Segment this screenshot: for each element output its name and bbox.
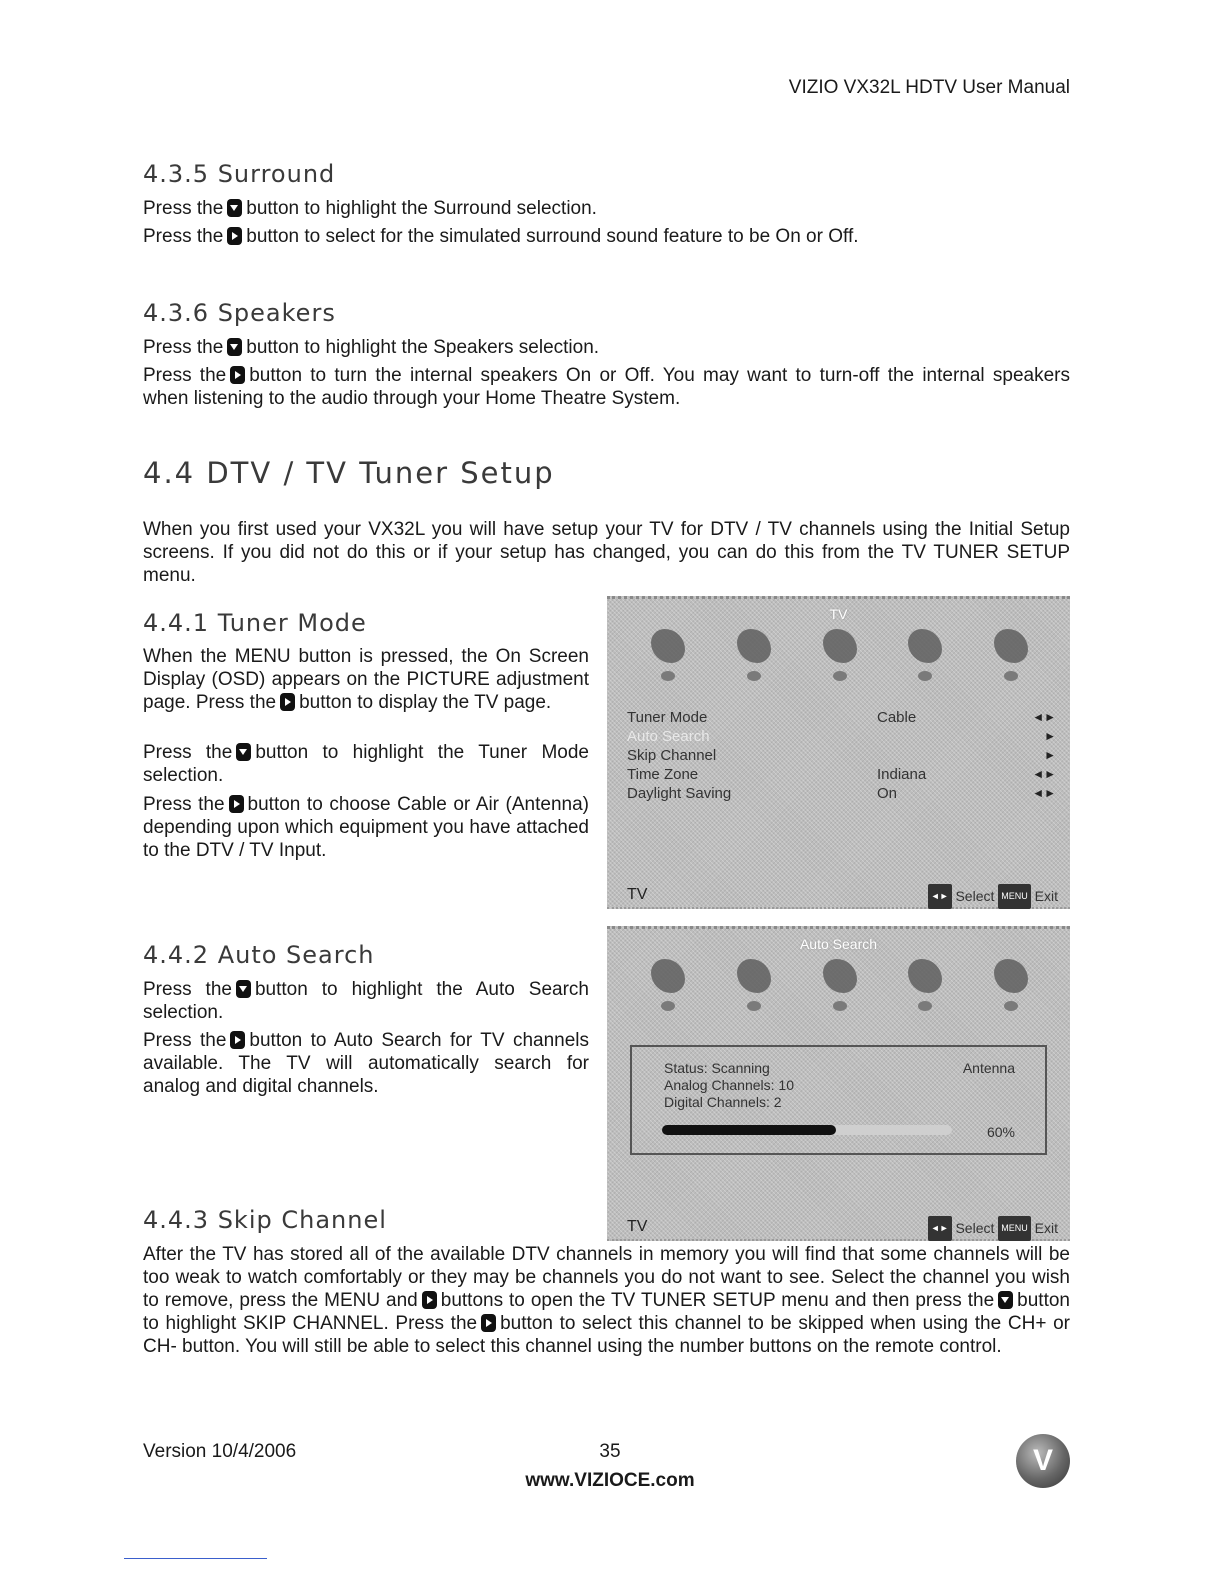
menu-key-icon: MENU xyxy=(998,884,1031,909)
right-button-icon xyxy=(280,693,295,711)
tv-icon xyxy=(809,625,869,685)
parental-icon xyxy=(980,955,1040,1015)
setup-icon xyxy=(894,955,954,1015)
tuner-mode-p1: When the MENU button is pressed, the On Screen Display (OSD) appears on the PICTURE adjustment page. Press the button to display the TV page. xyxy=(143,646,589,713)
search-source: Antenna xyxy=(962,1060,1015,1076)
speakers-line-2: Press the button to turn the internal speakers On or Off. You may want to turn-off the internal speakers when listening to the audio through your Home Theatre System. xyxy=(143,365,1070,409)
section-title-surround: 4.3.5 Surround xyxy=(143,160,336,188)
section-title-skip-channel: 4.4.3 Skip Channel xyxy=(143,1206,387,1234)
surround-line-2: Press the button to select for the simulated surround sound feature to be On or Off. xyxy=(143,226,859,247)
auto-search-p1: Press the button to highlight the Auto Search selection. xyxy=(143,979,589,1023)
tuner-mode-p2: Press the button to highlight the Tuner Mode selection. xyxy=(143,742,589,786)
vizio-logo-icon: V xyxy=(1016,1434,1070,1488)
footer-version: Version 10/4/2006 xyxy=(143,1441,297,1462)
tv-icon xyxy=(809,955,869,1015)
osd-row-auto-search: Auto Search ► xyxy=(627,728,1056,745)
footer-url: www.VIZIOCE.com xyxy=(525,1470,695,1491)
osd-title: TV xyxy=(829,606,848,622)
osd-footer: TV ◄► Select MENU Exit xyxy=(607,883,1070,903)
search-progress-label: 60% xyxy=(986,1124,1015,1140)
right-button-icon xyxy=(481,1314,496,1332)
section-title-speakers: 4.3.6 Speakers xyxy=(143,299,336,327)
down-button-icon xyxy=(227,199,242,217)
search-progress-fill xyxy=(662,1125,836,1135)
analog-channels: Analog Channels: 10 xyxy=(664,1077,794,1093)
digital-channels: Digital Channels: 2 xyxy=(664,1094,782,1110)
footer-rule xyxy=(124,1558,267,1559)
down-button-icon xyxy=(236,743,251,761)
arrow-keys-icon: ◄► xyxy=(928,1216,952,1241)
osd-row-tuner-mode: Tuner Mode Cable ◄► xyxy=(627,709,1056,726)
osd-row-skip-channel: Skip Channel ► xyxy=(627,747,1056,764)
osd-tv-menu-screenshot xyxy=(607,596,1070,909)
down-button-icon xyxy=(236,980,251,998)
menu-key-icon: MENU xyxy=(998,1216,1031,1241)
osd-icon-row xyxy=(637,625,1040,695)
search-progress-bar xyxy=(662,1125,952,1135)
right-button-icon xyxy=(229,795,244,813)
down-button-icon xyxy=(227,338,242,356)
audio-icon xyxy=(723,955,783,1015)
setup-icon xyxy=(894,625,954,685)
search-status: Status: Scanning xyxy=(664,1060,770,1076)
page-header: VIZIO VX32L HDTV User Manual xyxy=(788,77,1070,98)
picture-icon xyxy=(637,625,697,685)
page-number: 35 xyxy=(599,1441,621,1462)
section-title-auto-search: 4.4.2 Auto Search xyxy=(143,941,375,969)
down-button-icon xyxy=(998,1291,1013,1309)
right-button-icon xyxy=(422,1291,437,1309)
osd-icon-row xyxy=(637,955,1040,1025)
picture-icon xyxy=(637,955,697,1015)
right-button-icon xyxy=(227,227,242,245)
right-button-icon xyxy=(230,366,245,384)
osd-auto-search-screenshot xyxy=(607,926,1070,1241)
skip-channel-body: After the TV has stored all of the available DTV channels in memory you will find that some channels will be too weak to watch comfortably or they may be channels you do not want to see. Select the channel you wish to remove, press the MENU and buttons to open the TV TUNER SETUP menu and then press the button to highlight SKIP CHANNEL. Press the button to select this channel to be skipped when using the CH+ or CH- button. You will still be able to select this channel using the number buttons on the remote control. xyxy=(143,1244,1071,1357)
surround-line-1: Press the button to highlight the Surround selection. xyxy=(143,198,597,219)
auto-search-p2: Press the button to Auto Search for TV channels available. The TV will automatically search for analog and digital channels. xyxy=(143,1030,589,1097)
section-title-tuner-mode: 4.4.1 Tuner Mode xyxy=(143,609,367,637)
osd-row-time-zone: Time Zone Indiana ◄► xyxy=(627,766,1056,783)
parental-icon xyxy=(980,625,1040,685)
auto-search-status-box xyxy=(630,1045,1047,1155)
arrow-keys-icon: ◄► xyxy=(928,884,952,909)
speakers-line-1: Press the button to highlight the Speakers selection. xyxy=(143,337,600,358)
section-title-tuner-setup: 4.4 DTV / TV Tuner Setup xyxy=(143,456,555,490)
osd-row-daylight-saving: Daylight Saving On ◄► xyxy=(627,785,1056,802)
osd-footer: TV ◄► Select MENU Exit xyxy=(607,1215,1070,1235)
osd-title: Auto Search xyxy=(799,936,878,952)
audio-icon xyxy=(723,625,783,685)
tuner-mode-p3: Press the button to choose Cable or Air (Antenna) depending upon which equipment you have attached to the DTV / TV Input. xyxy=(143,794,589,861)
tuner-setup-body: When you first used your VX32L you will have setup your TV for DTV / TV channels using the Initial Setup screens. If you did not do this or if your setup has changed, you can do this from the TV TUNER SETUP menu. xyxy=(143,519,1070,586)
right-button-icon xyxy=(230,1031,245,1049)
